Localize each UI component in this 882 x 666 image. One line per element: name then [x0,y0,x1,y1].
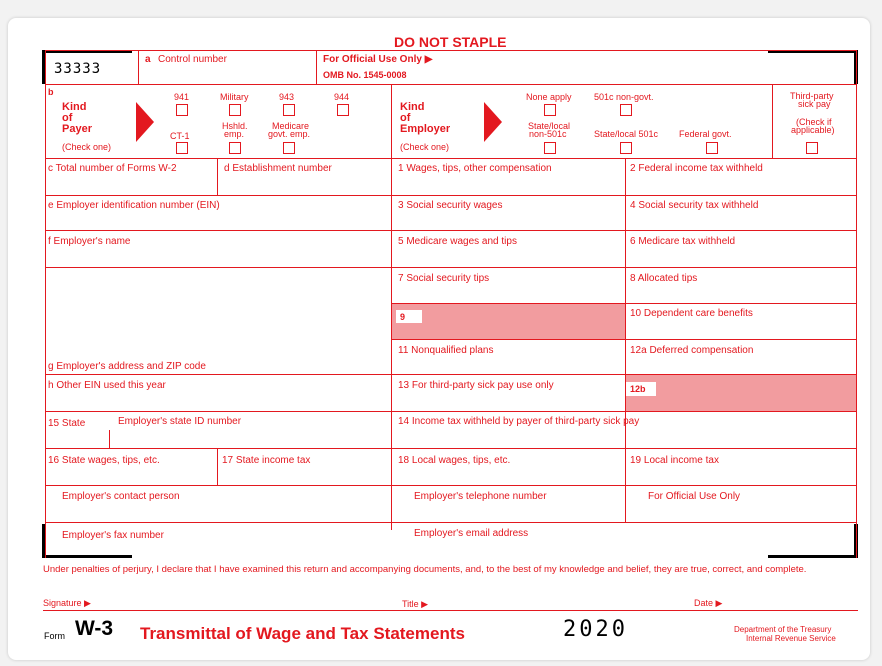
box-11-field[interactable] [392,340,625,374]
frame-top [45,50,856,51]
box-h-label: h Other EIN used this year [48,380,166,391]
email-field[interactable] [392,523,856,555]
official-use-label: For Official Use Only ▶ [323,54,433,65]
divider [43,610,858,611]
form-title: Transmittal of Wage and Tax Statements [140,624,465,643]
box-13-label: 13 For third-party sick pay use only [398,380,554,391]
box-7-field[interactable] [392,268,625,303]
employer-state-local-label: State/local [528,121,571,131]
corner-mark-bottom-right-h [768,555,858,558]
box-1-field[interactable] [392,159,625,195]
payer-943-label: 943 [279,92,295,102]
kind-payer-title-2: of [62,112,73,124]
payer-hshld-checkbox[interactable] [229,142,241,154]
box-2-label: 2 Federal income tax withheld [630,163,763,174]
payer-hshld-label: Hshld. [222,121,248,131]
employer-501c-label: 501c non-govt. [594,92,654,102]
box-9-shaded [392,304,625,339]
department-line-1: Department of the Treasury [734,625,832,634]
box-11-label: 11 Nonqualified plans [398,345,494,356]
signature-field[interactable] [43,598,393,610]
payer-military-checkbox[interactable] [229,104,241,116]
box-c-label: c Total number of Forms W-2 [48,163,177,174]
kind-employer-title-3: Employer [400,123,451,135]
box-6-field[interactable] [626,231,856,267]
employer-non-501c-label: non-501c [529,129,567,139]
control-code-box[interactable] [46,51,138,84]
arrow-right-icon [136,102,154,142]
official-use-2-label: For Official Use Only [648,491,741,502]
kind-employer-title-2: of [400,112,411,124]
payer-medicare-checkbox[interactable] [283,142,295,154]
third-party-label-3: (Check if [796,117,832,127]
box-f-field[interactable] [46,231,391,267]
omb-number: OMB No. 1545-0008 [323,70,407,80]
box-18-field[interactable] [392,449,625,485]
title-label: Title ▶ [402,599,429,609]
box-2-field[interactable] [626,159,856,195]
employer-state-local-501c-label: State/local 501c [594,129,659,139]
box-18-label: 18 Local wages, tips, etc. [398,455,511,466]
do-not-staple-heading: DO NOT STAPLE [394,34,507,50]
divider [109,430,110,448]
employer-501c-checkbox[interactable] [620,104,632,116]
form-year: 2020 [563,617,628,642]
kind-employer-title-1: Kind [400,101,425,113]
box-9-label: 9 [400,312,406,322]
kind-payer-title-3: Payer [62,123,92,135]
payer-medicare-label: Medicare [272,121,310,131]
box-12b-shaded [626,375,856,411]
payer-medicare-govt-label: govt. emp. [268,129,311,139]
third-party-label-1: Third-party [790,91,834,101]
third-party-label-2: sick pay [798,99,831,109]
box-1-label: 1 Wages, tips, other compensation [398,163,552,174]
form-w3-page [8,18,870,660]
box-14-field[interactable] [392,412,856,448]
employer-none-apply-label: None apply [526,92,572,102]
box-14-label: 14 Income tax withheld by payer of third-party sick pay [398,416,640,427]
box-12a-label: 12a Deferred compensation [630,345,754,356]
control-number-label: Control number [158,54,227,65]
kind-payer-title-1: Kind [62,101,87,113]
box-4-label: 4 Social security tax withheld [630,200,759,211]
employer-state-local-checkbox[interactable] [544,142,556,154]
title-field[interactable] [402,598,682,610]
box-7-label: 7 Social security tips [398,273,490,284]
box-15-label: 15 State [48,418,86,429]
box-19-label: 19 Local income tax [630,455,719,466]
payer-941-checkbox[interactable] [176,104,188,116]
telephone-field[interactable] [392,486,625,522]
date-label: Date ▶ [694,598,723,608]
signature-label: Signature ▶ [43,598,91,608]
box-c-field[interactable] [46,159,217,195]
email-label: Employer's email address [414,528,529,539]
box-16-label: 16 State wages, tips, etc. [48,455,160,466]
employer-federal-govt-label: Federal govt. [679,129,732,139]
payer-ct1-checkbox[interactable] [176,142,188,154]
payer-military-label: Military [220,92,249,102]
corner-mark-bottom-left-h [42,555,132,558]
box-f-label: f Employer's name [48,236,131,247]
payer-944-label: 944 [334,92,350,102]
box-17-field[interactable] [218,449,391,485]
box-13-field[interactable] [392,375,625,411]
box-4-field[interactable] [626,196,856,230]
box-3-label: 3 Social security wages [398,200,503,211]
payer-941-label: 941 [174,92,190,102]
box-h-field[interactable] [46,375,391,411]
employer-federal-govt-checkbox[interactable] [706,142,718,154]
box-15-field[interactable] [46,412,391,448]
kind-payer-check-one: (Check one) [62,142,112,152]
fax-number-field[interactable] [46,523,391,555]
payer-hshld-emp-label: emp. [224,129,245,139]
box-15-id-label: Employer's state ID number [118,416,242,427]
box-b-letter: b [48,87,54,97]
box-3-field[interactable] [392,196,625,230]
box-6-label: 6 Medicare tax withheld [630,236,736,247]
box-12a-field[interactable] [626,340,856,374]
arrow-right-icon [484,102,502,142]
divider [138,50,139,84]
divider [772,84,773,158]
box-d-field[interactable] [218,159,391,195]
box-16-field[interactable] [46,449,216,485]
official-use-2-field [626,486,856,522]
control-code-text: 33333 [54,61,102,77]
box-d-label: d Establishment number [224,163,332,174]
box-g-label: g Employer's address and ZIP code [48,361,206,372]
employer-state-local-501c-checkbox[interactable] [620,142,632,154]
department-line-2: Internal Revenue Service [746,634,836,643]
box-e-label: e Employer identification number (EIN) [48,200,220,211]
frame-right [856,50,857,558]
divider [45,84,856,85]
form-name: W-3 [75,617,114,640]
contact-person-label: Employer's contact person [62,491,180,502]
third-party-checkbox[interactable] [806,142,818,154]
box-8-label: 8 Allocated tips [630,273,698,284]
box-g-field[interactable] [46,268,391,374]
employer-none-apply-checkbox[interactable] [544,104,556,116]
box-a-letter: a [145,54,151,65]
box-5-field[interactable] [392,231,625,267]
payer-944-checkbox[interactable] [337,104,349,116]
box-8-field[interactable] [626,268,856,303]
form-word: Form [44,631,65,641]
box-12b-label: 12b [630,384,646,394]
box-17-label: 17 State income tax [222,455,311,466]
third-party-label-4: applicable) [791,125,835,135]
divider [316,50,317,84]
date-field[interactable] [694,598,854,610]
perjury-statement: Under penalties of perjury, I declare that I have examined this return and accompanying documents, and, to the best of my knowledge and belief, they are true, correct, and complete. [43,564,807,575]
box-10-field[interactable] [626,304,856,339]
payer-ct1-label: CT-1 [170,131,190,141]
kind-employer-check-one: (Check one) [400,142,450,152]
box-5-label: 5 Medicare wages and tips [398,236,517,247]
box-10-label: 10 Dependent care benefits [630,308,753,319]
telephone-label: Employer's telephone number [414,491,547,502]
fax-number-label: Employer's fax number [62,530,164,541]
box-19-field[interactable] [626,449,856,485]
box-e-field[interactable] [46,196,391,230]
contact-person-field[interactable] [46,486,391,522]
payer-943-checkbox[interactable] [283,104,295,116]
